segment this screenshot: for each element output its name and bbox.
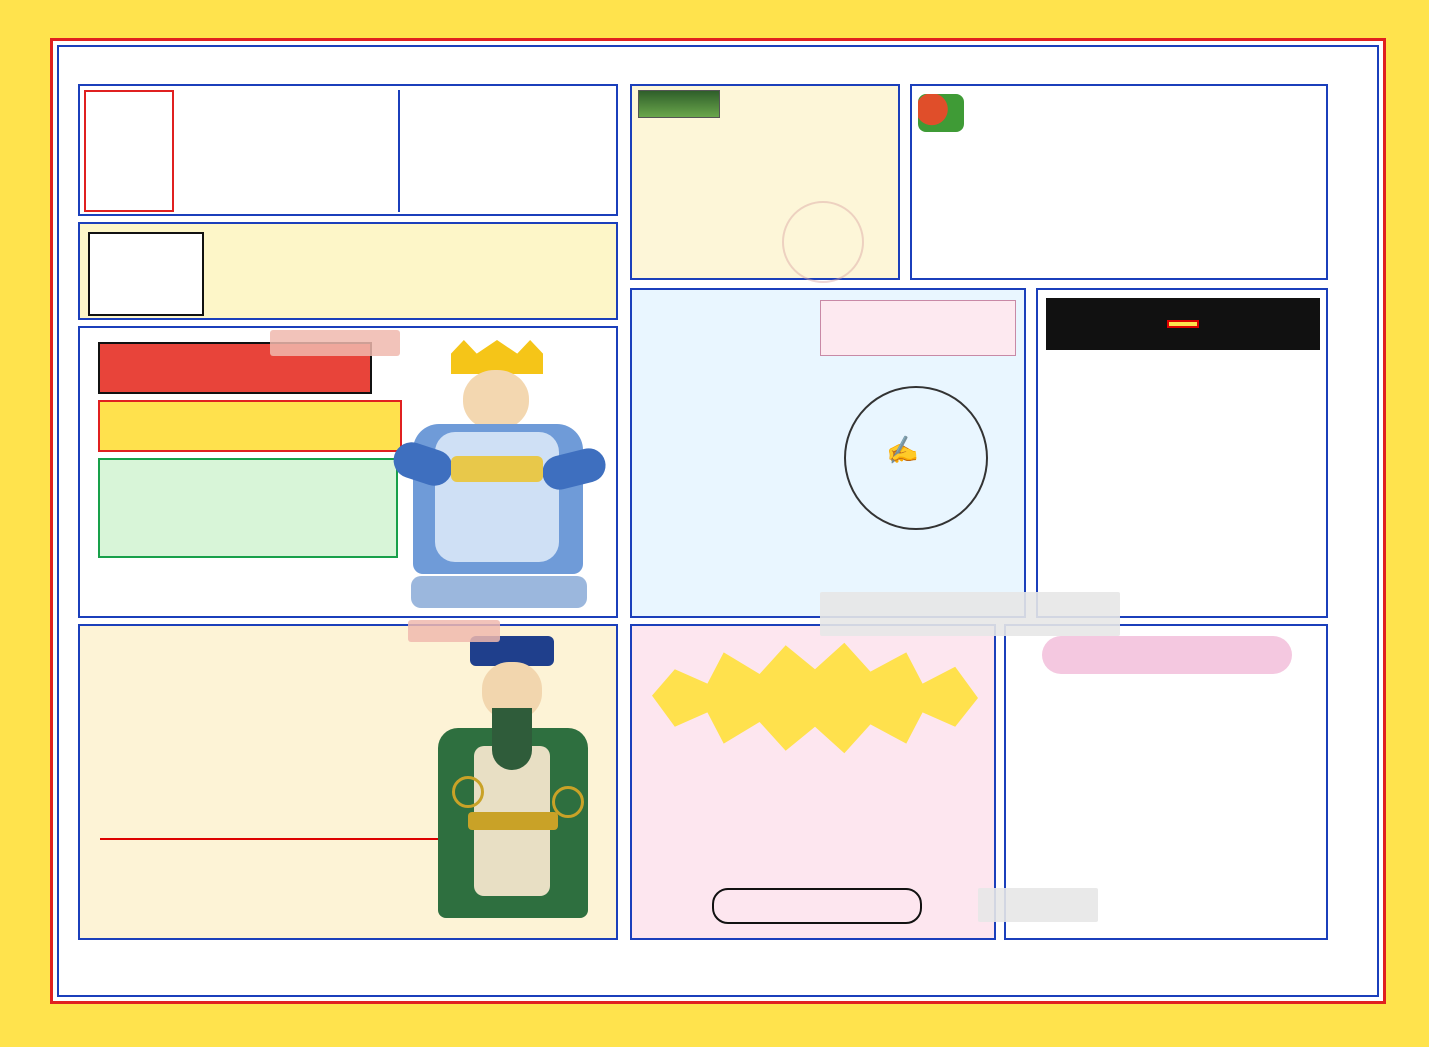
mahui-toma-badge	[88, 232, 204, 316]
toumi-title	[1167, 320, 1199, 328]
zodiac-guess-poem-box	[78, 84, 618, 216]
eight-immortals-header	[918, 90, 1320, 136]
xuanji-code-box	[820, 300, 1016, 356]
marksix-strip-left	[52, 60, 78, 998]
dream-numbers-box	[78, 624, 618, 940]
garden-notice-box	[630, 84, 900, 280]
toumi-poem-lines	[1050, 360, 1318, 608]
signature-circle	[844, 386, 988, 530]
sage-emblem-left	[452, 776, 484, 808]
mahui-toma-lines	[212, 232, 608, 312]
garden-photo	[638, 90, 720, 118]
eight-immortals-box	[910, 84, 1328, 280]
mahui-toumi-footnote	[712, 888, 922, 924]
starburst-banner	[652, 638, 978, 758]
mahui-toumi-box	[630, 624, 996, 940]
xuanji-poem-box	[630, 288, 1026, 618]
toumi-title-banner	[1046, 298, 1320, 350]
print-smudge	[270, 330, 400, 356]
caishen-box	[78, 326, 618, 618]
mahui-toma-box	[78, 222, 618, 320]
print-smudge	[408, 620, 500, 642]
figure-base	[411, 576, 587, 608]
caishen-poem	[98, 458, 398, 558]
story-title	[1042, 636, 1292, 674]
zodiac-poem	[176, 92, 394, 210]
print-smudge	[978, 888, 1098, 922]
vegetable-icon	[918, 94, 964, 132]
mahui-report-box	[398, 90, 616, 212]
crown-icon	[451, 340, 543, 374]
figure-robe	[435, 432, 559, 562]
figure-head	[463, 370, 529, 430]
divider	[100, 838, 440, 840]
print-smudge	[820, 592, 1120, 636]
sage-beard	[492, 708, 532, 770]
handwritten-signature-icon: ✍	[884, 433, 921, 469]
caishen-title	[98, 400, 402, 452]
sage-belt	[468, 812, 558, 830]
seal-stamp-icon	[782, 201, 864, 283]
caishen-figure-illustration	[391, 336, 606, 612]
marksix-strip-top	[56, 57, 1376, 81]
xuanji-poem-lines	[640, 360, 840, 550]
zodiac-badge	[84, 90, 174, 212]
figure-sash	[451, 456, 543, 482]
marksix-strip-right	[1340, 60, 1370, 998]
toumi-zodiac-poem-box	[1036, 288, 1328, 618]
sage-emblem-right	[552, 786, 584, 818]
sage-figure-illustration	[412, 636, 612, 932]
